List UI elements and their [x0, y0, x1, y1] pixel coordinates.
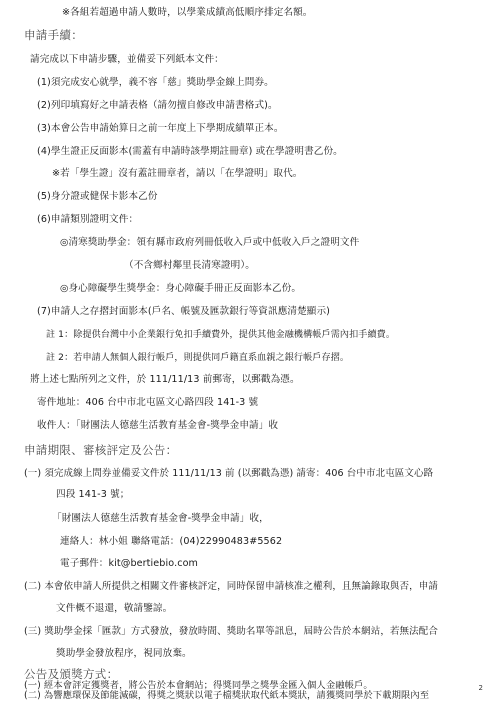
review-line: 文件概不退還，敬請鑒諒。: [56, 603, 173, 614]
mailing-recipient: 收件人：「財團法人德慈生活教育基金會-獎學金申請」收: [37, 420, 279, 431]
procedure-item: (7)申請人之存摺封面影本(戶名、帳號及匯款銀行等資訊應清楚顯示): [37, 306, 330, 317]
contact-person: 連絡人：林小姐 聯絡電話：(04)22990483#5562: [60, 536, 283, 547]
review-line: 四段 141-3 號；: [56, 489, 130, 500]
procedure-footnote: 註 2：若申請人無個人銀行帳戶，則提供同戶籍直系血親之銀行帳戶存摺。: [46, 353, 350, 363]
procedure-item: (6)申請類別證明文件：: [37, 214, 139, 225]
announce-heading: 公告及頒獎方式：: [24, 667, 119, 681]
procedure-item: (5)身分證或健保卡影本乙份: [37, 191, 158, 202]
category-disability: ◎身心障礙學生獎學金：身心障礙手冊正反面影本乙份。: [60, 283, 302, 294]
intro-note: ※各組若超過申請人數時，以學業成績高低順序排定名額。: [62, 7, 313, 18]
procedure-item: (3)本會公告申請始算日之前一年度上下學期成績單正本。: [37, 123, 284, 134]
review-line: (一) 須完成線上問券並備妥文件於 111/11/13 前 (以郵戳為憑) 請寄：406 台中市北屯區文心路: [24, 468, 434, 479]
procedure-heading: 申請手續：: [24, 28, 83, 42]
announce-line: (二) 為響應環保及節能減碳，得獎之獎狀以電子檔獎狀取代紙本獎狀，請獲獎同學於下載期限內至: [24, 690, 430, 701]
procedure-lead: 請完成以下申請步驟，並備妥下列紙本文件：: [30, 54, 224, 65]
contact-email: 電子郵件：kit@bertiebio.com: [60, 558, 199, 569]
mailing-address: 寄件地址：406 台中市北屯區文心路四段 141-3 號: [37, 397, 259, 408]
procedure-note: ※若「學生證」沒有蓋註冊章者，請以「在學證明」取代。: [52, 168, 303, 179]
procedure-item: (4)學生證正反面影本(需蓋有申請時該學期註冊章) 或在學證明書乙份。: [37, 146, 343, 157]
category-poverty-note: （不含鄉村鄰里長清寒證明）。: [124, 260, 255, 271]
procedure-footnote: 註 1：除提供台灣中小企業銀行免扣手續費外，提供其他金融機構帳戶需內扣手續費。: [46, 330, 396, 340]
mailing-deadline: 將上述七點所列之文件，於 111/11/13 前郵寄，以郵戳為憑。: [30, 374, 300, 385]
review-line: 「財團法人德慈生活教育基金會-獎學金申請」收，: [52, 513, 269, 524]
review-heading: 申請期限、審核評定及公告：: [24, 443, 178, 457]
category-poverty: ◎清寒獎助學金：領有縣市政府列冊低收入戶或中低收入戶之證明文件: [60, 237, 360, 248]
announce-line: (一) 經本會評定獲獎者，將公告於本會網站；得獎同學之獎學金匯入個人金融帳戶。: [24, 680, 373, 691]
review-line: 獎助學金發放程序，視同放棄。: [56, 648, 192, 659]
review-line: (二) 本會依申請人所提供之相關文件審核評定，同時保留申請核准之權利，且無論錄取與否，申請: [24, 581, 438, 592]
page-number: 2: [478, 684, 483, 692]
review-line: (三) 獎助學金採「匯款」方式發放，發放時間、獎助名單等訊息，屆時公告於本網站，若無法配合: [24, 626, 438, 637]
procedure-item: (2)列印填寫好之申請表格（請勿擅自修改申請書格式)。: [37, 100, 278, 111]
procedure-item: (1)須完成安心就學，義不容「慈」獎助學金線上問券。: [37, 77, 274, 88]
